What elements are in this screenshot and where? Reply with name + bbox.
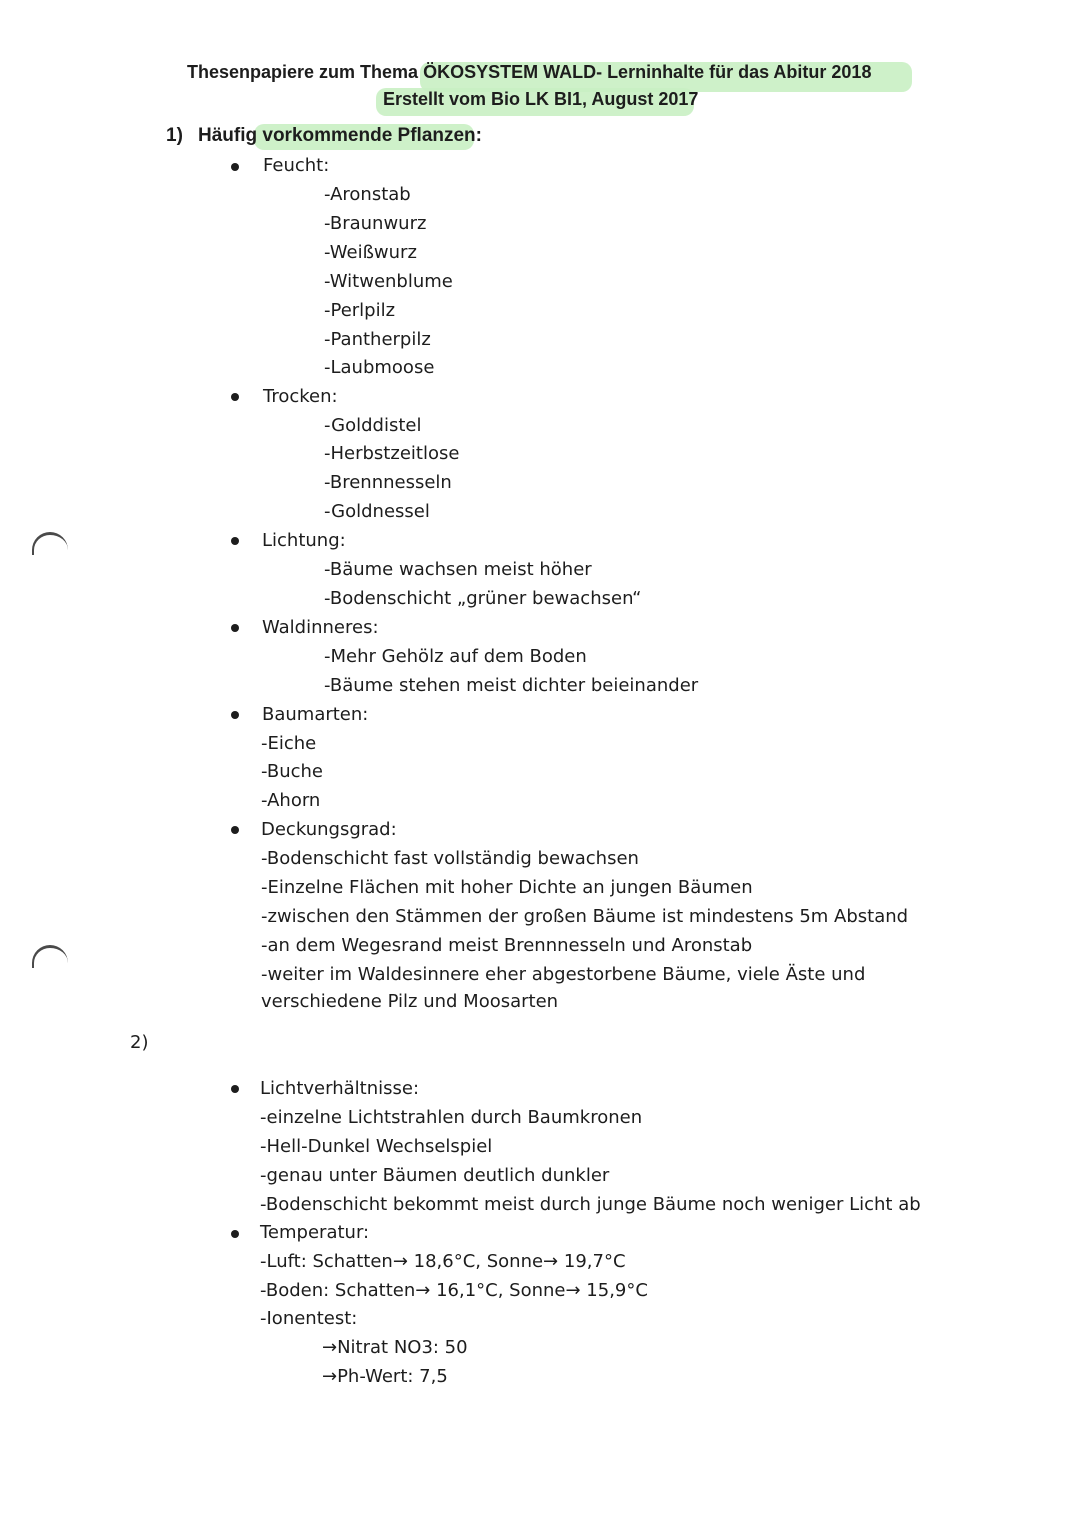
list-item: -Boden: Schatten→ 16,1°C, Sonne→ 15,9°C — [260, 1280, 648, 1301]
list-item: -Bodenschicht bekommt meist durch junge Bäume noch weniger Licht ab — [260, 1194, 921, 1215]
document-subtitle: Erstellt vom Bio LK BI1, August 2017 — [383, 89, 699, 109]
punch-hole-mark-top — [32, 532, 68, 555]
list-item: -Herbstzeitlose — [324, 443, 460, 464]
section1-heading: Häufig vorkommende Pflanzen: — [198, 125, 482, 146]
label-lichtung: Lichtung: — [262, 530, 346, 551]
list-item: -Mehr Gehölz auf dem Boden — [324, 646, 587, 667]
bullet-lichtung — [231, 537, 239, 545]
list-item: -Ahorn — [261, 790, 321, 811]
punch-hole-mark-bottom — [32, 945, 68, 968]
document-title: Thesenpapiere zum Thema ÖKOSYSTEM WALD- Lerninhalte für das Abitur 2018 — [187, 62, 872, 82]
list-item: -Brennnesseln — [324, 472, 452, 493]
list-item: -Bodenschicht „grüner bewachsen“ — [324, 588, 642, 609]
list-item: -Witwenblume — [324, 271, 453, 292]
list-item: -Perlpilz — [324, 300, 396, 321]
section2-number: 2) — [130, 1032, 149, 1053]
bullet-deckungsgrad — [231, 826, 239, 834]
list-item: -Bäume wachsen meist höher — [324, 559, 592, 580]
bullet-lichtverhaeltnisse — [231, 1085, 239, 1093]
list-item: -Eiche — [261, 733, 317, 754]
list-item: -Ionentest: — [260, 1308, 358, 1329]
list-item: -Golddistel — [324, 415, 422, 436]
label-deckungsgrad: Deckungsgrad: — [261, 819, 397, 840]
bullet-trocken — [231, 393, 239, 401]
list-item: -einzelne Lichtstrahlen durch Baumkronen — [260, 1107, 643, 1128]
label-temperatur: Temperatur: — [260, 1222, 370, 1243]
label-baumarten: Baumarten: — [262, 704, 369, 725]
label-waldinneres: Waldinneres: — [262, 617, 379, 638]
bullet-waldinneres — [231, 624, 239, 632]
bullet-baumarten — [231, 711, 239, 719]
list-item: -Luft: Schatten→ 18,6°C, Sonne→ 19,7°C — [260, 1251, 626, 1272]
section1-number: 1) — [166, 125, 183, 146]
list-item: -weiter im Waldesinnere eher abgestorbene Bäume, viele Äste und — [261, 964, 866, 985]
list-item: -genau unter Bäumen deutlich dunkler — [260, 1165, 610, 1186]
label-lichtverhaeltnisse: Lichtverhältnisse: — [260, 1078, 420, 1099]
list-item: -Hell-Dunkel Wechselspiel — [260, 1136, 493, 1157]
label-feucht: Feucht: — [263, 155, 330, 176]
list-item: -Laubmoose — [324, 357, 435, 378]
bullet-feucht — [231, 163, 239, 171]
list-item: -Bäume stehen meist dichter beieinander — [324, 675, 699, 696]
bullet-temperatur — [231, 1230, 239, 1238]
list-item: -Weißwurz — [324, 242, 417, 263]
list-item: -Pantherpilz — [324, 329, 431, 350]
list-item: →Nitrat NO3: 50 — [322, 1337, 468, 1358]
list-item: →Ph-Wert: 7,5 — [322, 1366, 448, 1387]
list-item: -zwischen den Stämmen der großen Bäume ist mindestens 5m Abstand — [261, 906, 909, 927]
label-trocken: Trocken: — [263, 386, 338, 407]
list-item: verschiedene Pilz und Moosarten — [261, 991, 559, 1012]
list-item: -Goldnessel — [324, 501, 430, 522]
list-item: -Bodenschicht fast vollständig bewachsen — [261, 848, 639, 869]
list-item: -Buche — [261, 761, 323, 782]
list-item: -Braunwurz — [324, 213, 427, 234]
list-item: -Aronstab — [324, 184, 411, 205]
list-item: -an dem Wegesrand meist Brennnesseln und Aronstab — [261, 935, 753, 956]
list-item: -Einzelne Flächen mit hoher Dichte an jungen Bäumen — [261, 877, 753, 898]
